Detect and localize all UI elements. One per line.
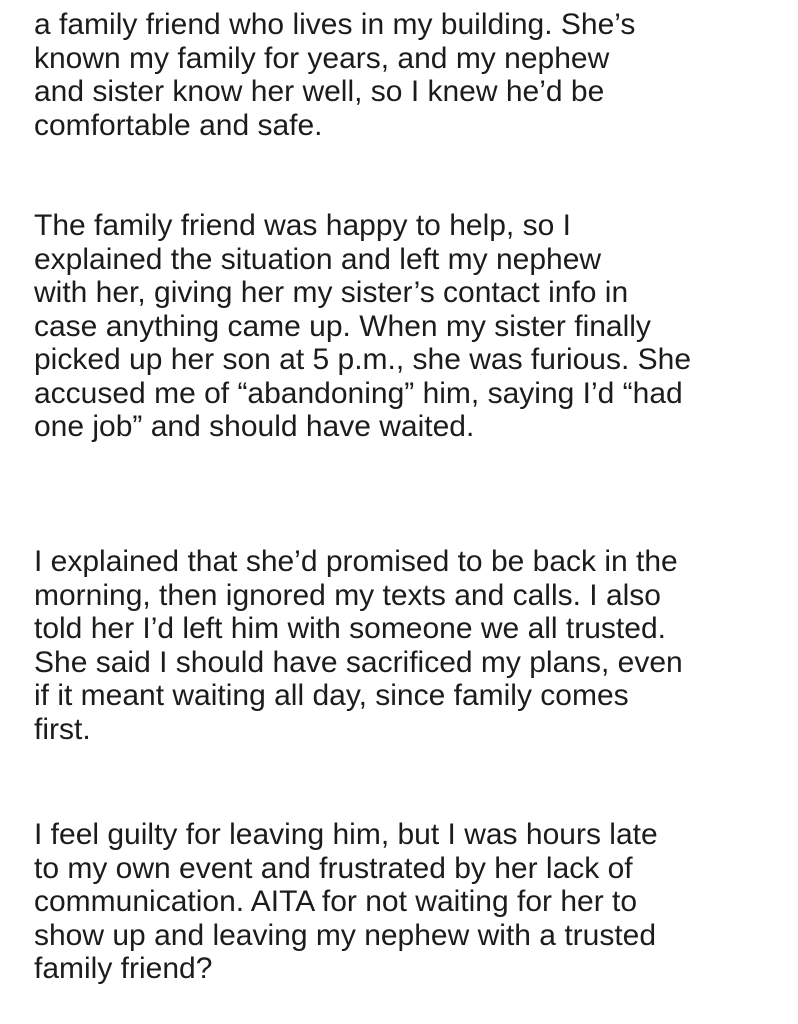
text-line: one job” and should have waited. [34,410,475,443]
text-line: with her, giving her my sister’s contact info in [34,276,629,309]
text-line: explained the situation and left my nephew [34,242,602,276]
text-line: first. [34,712,91,746]
text-line: comfortable and safe. [34,108,323,142]
paragraph-sister-furious [34,209,691,444]
text-line: communication. AITA for not waiting for her to [34,885,638,918]
text-line: picked up her son at 5 p.m., she was furious. She [34,343,692,376]
text-line: a family friend who lives in my building. She’s [34,8,636,41]
text-line: case anything came up. When my sister finally [34,309,651,343]
text-line: if it meant waiting all day, since family comes [34,679,629,712]
text-line: morning, then ignored my texts and calls. I also [34,578,661,612]
text-line: family friend? [34,952,213,985]
paragraph-family-friend [34,8,635,142]
text-line: and sister know her well, so I knew he’d be [34,75,605,108]
text-line: told her I’d left him with someone we all trusted. [34,612,666,645]
text-line: The family friend was happy to help, so I [34,209,571,242]
text-line: I feel guilty for leaving him, but I was hours late [34,818,658,851]
text-line: accused me of “abandoning” him, saying I’d “had [34,376,683,410]
text-line: She said I should have sacrificed my plans, even [34,645,683,679]
text-line: to my own event and frustrated by her lack of [34,851,633,885]
paragraph-explanation [34,545,683,746]
paragraph-question [34,818,658,986]
text-line: known my family for years, and my nephew [34,41,610,75]
text-line: show up and leaving my nephew with a trusted [34,918,657,952]
text-line: I explained that she’d promised to be back in the [34,545,678,578]
